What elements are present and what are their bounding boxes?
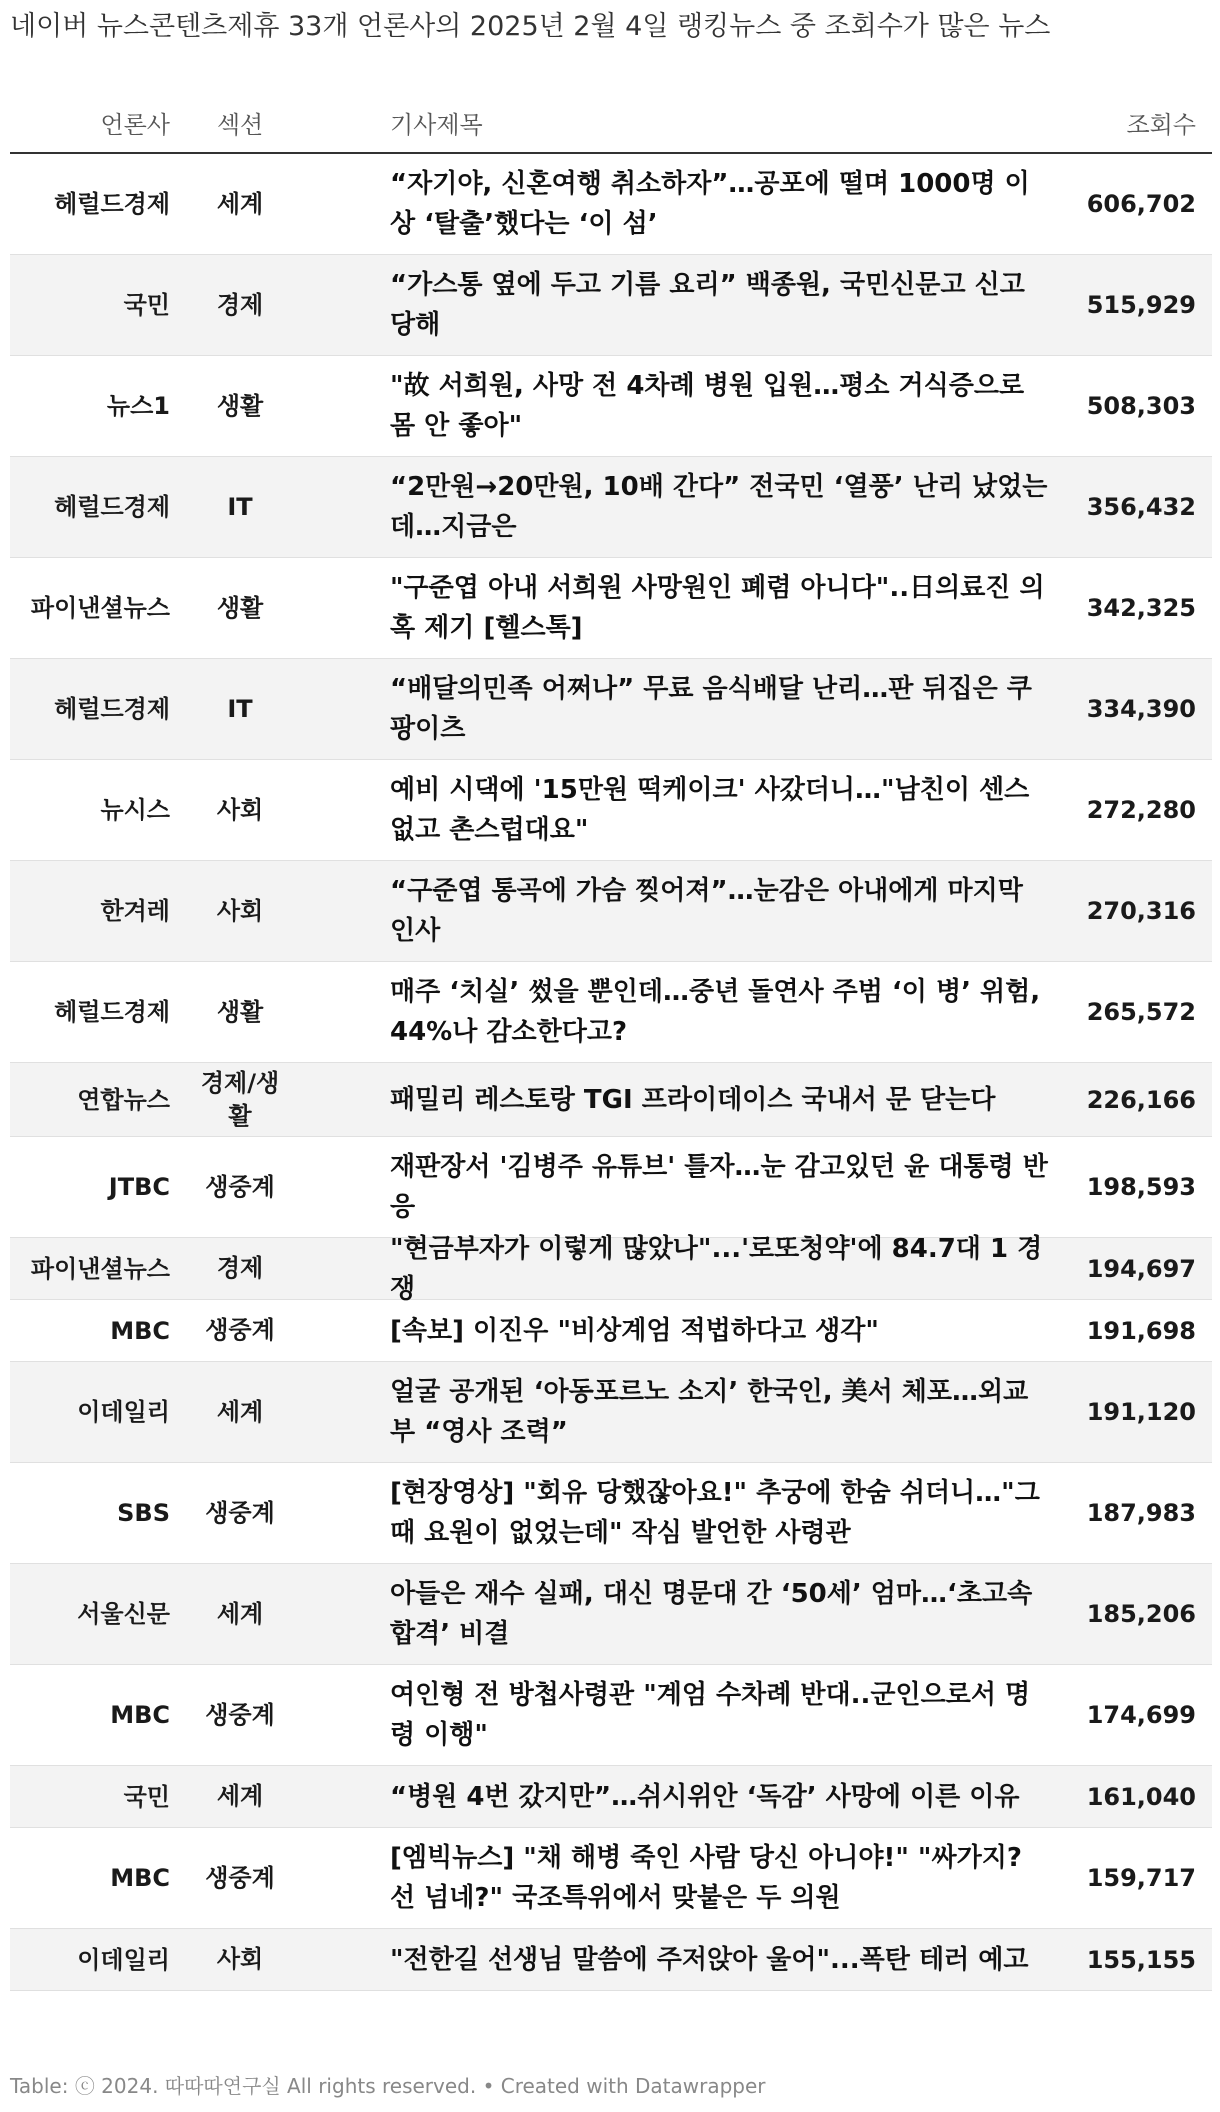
table-header [10,92,1212,154]
table-row [10,659,1212,760]
publisher-cell: MBC [110,1701,170,1729]
publisher-cell: 한겨레 [100,897,170,925]
table-row [10,356,1212,457]
table-row [10,1362,1212,1463]
views-cell: 334,390 [1086,695,1196,723]
section-cell: 세계 [216,1782,264,1810]
publisher-cell: 뉴시스 [100,796,170,824]
headline-cell[interactable]: "구준엽 아내 서희원 사망원인 폐렴 아니다"..日의료진 의혹 제기 [헬스톡] [390,573,1045,643]
section-cell: 세계 [216,189,264,218]
headline-cell[interactable]: “배달의민족 어쩌나” 무료 음식배달 난리…판 뒤집은 쿠팡이츠 [390,674,1032,744]
publisher-cell: SBS [117,1499,170,1527]
headline-cell[interactable]: 예비 시댁에 '15만원 떡케이크' 사갔더니…"남친이 센스없고 촌스럽대요" [390,775,1030,845]
publisher-cell: MBC [110,1864,170,1892]
publisher-cell: JTBC [108,1173,170,1201]
section-cell: 경제 [216,1254,264,1282]
section-cell: 생활 [216,593,264,622]
views-cell: 187,983 [1086,1499,1196,1527]
headline-cell[interactable]: 여인형 전 방첩사령관 "계엄 수차례 반대..군인으로서 명령 이행" [390,1680,1031,1750]
table-row [10,861,1212,962]
publisher-cell: 이데일리 [77,1398,170,1426]
views-cell: 508,303 [1086,392,1196,420]
table-row [10,1233,1212,1304]
views-cell: 194,697 [1086,1254,1196,1283]
views-cell: 342,325 [1086,594,1196,622]
views-cell: 226,166 [1086,1085,1196,1114]
views-cell: 191,120 [1086,1398,1196,1426]
views-cell: 270,316 [1086,897,1196,925]
views-cell: 185,206 [1086,1600,1196,1628]
headline-cell[interactable]: "현금부자가 이렇게 많았나"...'로또청약'에 84.7대 1 경쟁 [390,1233,1043,1304]
headline-cell[interactable]: 패밀리 레스토랑 TGI 프라이데이스 국내서 문 닫는다 [390,1084,996,1115]
headline-cell[interactable]: “2만원→20만원, 10배 간다” 전국민 ‘열풍’ 난리 났었는데…지금은 [390,472,1048,542]
headline-cell[interactable]: [속보] 이진우 "비상계엄 적법하다고 생각" [390,1315,879,1346]
table-row [10,558,1212,659]
footer-credit: Table: ⓒ 2024. 따따따연구실 All rights reserved. • Created with Datawrapper [10,2074,766,2098]
table-row [10,1137,1212,1238]
views-cell: 155,155 [1086,1945,1196,1974]
views-cell: 606,702 [1086,190,1196,218]
publisher-cell: 헤럴드경제 [54,190,170,218]
section-cell: 세계 [216,1397,264,1426]
publisher-cell: 국민 [123,291,170,319]
section-cell: 사회 [216,795,264,824]
section-cell: 생중계 [205,1498,275,1527]
table-row [10,457,1212,558]
section-cell: 생중계 [205,1172,275,1201]
table-row [10,1828,1212,1929]
views-cell: 265,572 [1086,998,1196,1026]
table-row [10,1564,1212,1665]
publisher-cell: MBC [110,1316,170,1345]
section-cell: 경제/생활 [200,1068,280,1130]
table-row [10,255,1212,356]
publisher-cell: 헤럴드경제 [54,695,170,723]
section-cell: 생활 [216,391,264,420]
table-row [10,1766,1212,1828]
table-title: 네이버 뉴스콘텐츠제휴 33개 언론사의 2025년 2월 4일 랭킹뉴스 중 조회수가 많은 뉴스 [10,11,1051,42]
views-cell: 515,929 [1086,291,1196,319]
publisher-cell: 연합뉴스 [77,1085,170,1114]
views-cell: 191,698 [1086,1316,1196,1345]
section-cell: 사회 [216,896,264,925]
section-cell: IT [227,492,253,521]
table-row [10,1929,1212,1991]
headline-cell[interactable]: 재판장서 '김병주 유튜브' 틀자…눈 감고있던 윤 대통령 반응 [390,1152,1048,1222]
table-row [10,1463,1212,1564]
publisher-cell: 파이낸셜뉴스 [30,1254,170,1283]
table-row [10,154,1212,255]
table-row [10,1300,1212,1362]
ranking-table [10,92,1212,1991]
section-cell: IT [227,694,253,723]
headline-cell[interactable]: “구준엽 통곡에 가슴 찢어져”…눈감은 아내에게 마지막 인사 [390,876,1023,946]
headline-cell[interactable]: 아들은 재수 실패, 대신 명문대 간 ‘50세’ 엄마…‘초고속 합격’ 비결 [390,1579,1033,1649]
headline-cell[interactable]: "전한길 선생님 말씀에 주저앉아 울어"...폭탄 테러 예고 [390,1944,1029,1975]
section-cell: 사회 [216,1945,264,1973]
views-cell: 356,432 [1086,493,1196,521]
headline-cell[interactable]: [현장영상] "회유 당했잖아요!" 추궁에 한숨 쉬더니…"그때 요원이 없었는데" 작심 발언한 사령관 [390,1478,1040,1548]
publisher-cell: 파이낸셜뉴스 [30,594,170,622]
table-body [10,154,1212,1991]
table-row [10,1063,1212,1137]
headline-cell[interactable]: [엠빅뉴스] "채 해병 죽인 사람 당신 아니야!" "싸가지? 선 넘네?" 국조특위에서 맞붙은 두 의원 [390,1843,1022,1913]
section-cell: 경제 [216,290,264,319]
header-headline[interactable]: 기사제목 [390,110,483,139]
publisher-cell: 이데일리 [77,1945,170,1974]
header-publisher[interactable]: 언론사 [100,110,170,139]
publisher-cell: 헤럴드경제 [54,493,170,521]
publisher-cell: 뉴스1 [106,392,170,420]
section-cell: 생중계 [205,1700,275,1729]
table-row [10,962,1212,1063]
headline-cell[interactable]: “자기야, 신혼여행 취소하자”…공포에 떨며 1000명 이상 ‘탈출’했다는 ‘이 섬’ [390,169,1030,239]
headline-cell[interactable]: 얼굴 공개된 ‘아동포르노 소지’ 한국인, 美서 체포…외교부 “영사 조력” [390,1377,1029,1447]
section-cell: 생중계 [205,1863,275,1892]
views-cell: 198,593 [1086,1173,1196,1201]
header-section[interactable]: 섹션 [216,110,264,139]
section-cell: 생활 [216,997,264,1026]
views-cell: 272,280 [1086,796,1196,824]
views-cell: 159,717 [1086,1864,1196,1892]
publisher-cell: 헤럴드경제 [54,998,170,1026]
section-cell: 세계 [216,1599,264,1628]
publisher-cell: 서울신문 [77,1600,170,1628]
table-row [10,760,1212,861]
headline-cell[interactable]: “병원 4번 갔지만”…쉬시위안 ‘독감’ 사망에 이른 이유 [390,1781,1020,1812]
section-cell: 생중계 [205,1316,275,1344]
headline-cell[interactable]: “가스통 옆에 두고 기름 요리” 백종원, 국민신문고 신고 당해 [390,270,1025,340]
views-cell: 161,040 [1086,1782,1196,1811]
views-cell: 174,699 [1086,1701,1196,1729]
header-views[interactable]: 조회수 [1126,110,1196,139]
headline-cell[interactable]: 매주 ‘치실’ 썼을 뿐인데…중년 돌연사 주범 ‘이 병’ 위험, 44%나 감소한다고? [390,977,1041,1047]
table-row [10,1665,1212,1766]
headline-cell[interactable]: "故 서희원, 사망 전 4차례 병원 입원…평소 거식증으로 몸 안 좋아" [390,371,1025,441]
publisher-cell: 국민 [123,1782,170,1811]
